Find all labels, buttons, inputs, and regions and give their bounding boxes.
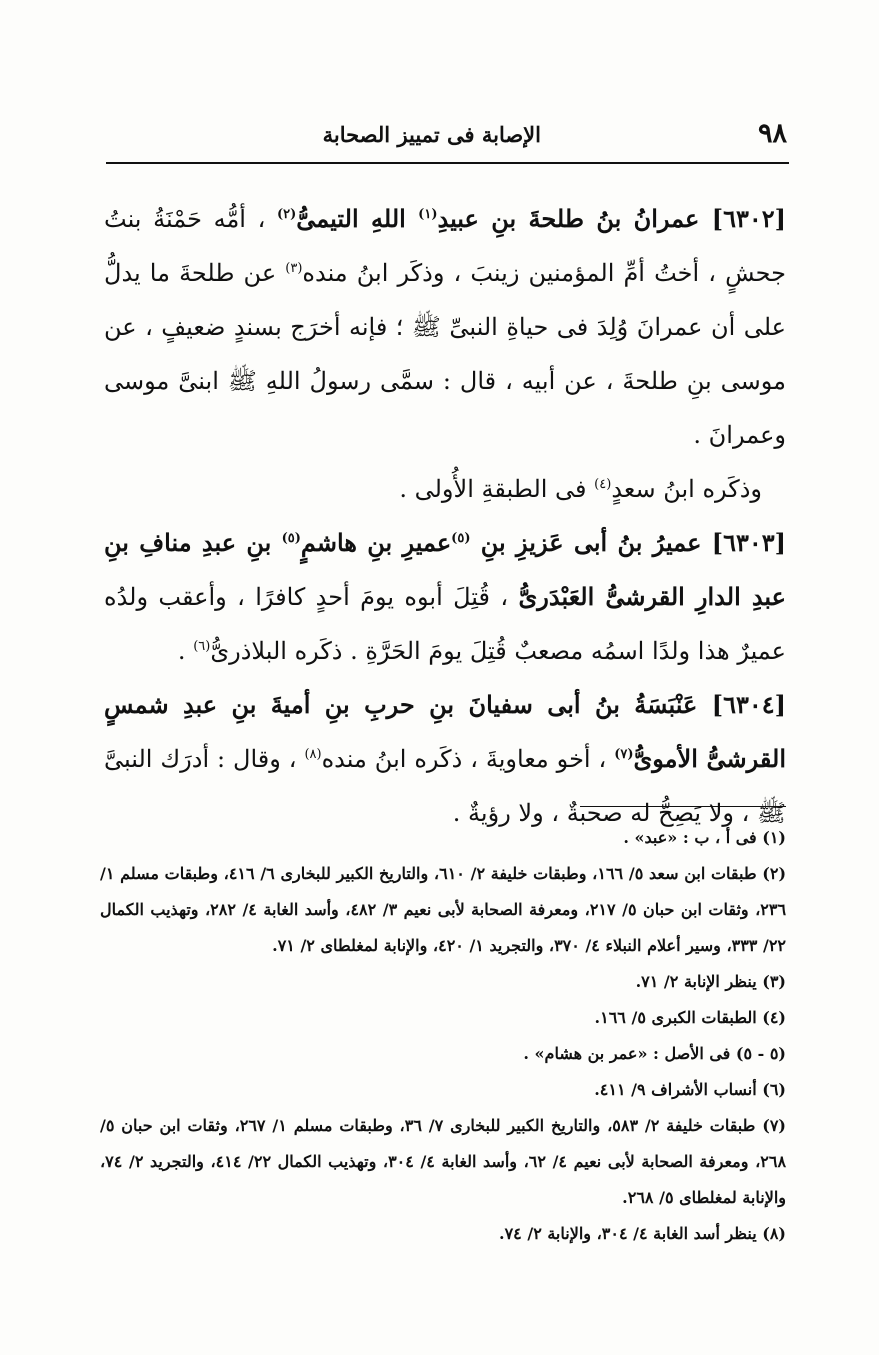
entry-heading: [٦٣٠٣] عميرُ بنُ أبى عَزيزِ بنِ $^{(٥)}$عميرِ بنِ هاشمٍ$^{(٥)}$ بنِ عبدِ منافِ بنِ عبدِ الدارِ القرشىُّ العَبْدَرىُّ bbox=[104, 528, 786, 611]
running-title: الإصابة فى تمييز الصحابة bbox=[322, 122, 541, 147]
footnote-2: (٢) طبقات ابن سعد ٥/ ١٦٦، وطبقات خليفة ٢/ ٦١٠، والتاريخ الكبير للبخارى ٦/ ٤١٦، وطبقات مسلم ١/ ٢٣٦، وثقات ابن حبان ٥/ ٢١٧، ومعرفة الصحابة لأبى نعيم ٣/ ٤٨٢، وأسد الغابة ٤/ ٢٨٢، وتهذيب الكمال ٢٢/ ٣٣٣، وسير أعلام النبلاء ٤/ ٣٧٠، والتجريد ١/ ٤٢٠، والإنابة لمغلطاى ٢/ ٧١. bbox=[100, 864, 787, 955]
entry-6302-paragraph-2: وذكَره ابنُ سعدٍ$^{(٤)}$ فى الطبقةِ الأُولى . bbox=[399, 475, 762, 503]
entry-6302 bbox=[104, 192, 786, 462]
footnote-ref: (٥) bbox=[281, 531, 301, 546]
footnote-5: (٥ - ٥) فى الأصل : «عمر بن هشام» . bbox=[523, 1044, 786, 1063]
entry-6304 bbox=[104, 678, 786, 840]
entry-text: عن طلحةَ ما يدلُّ على أن عمرانَ وُلِدَ فى حياةِ النبىِّ ﷺ ؛ فإنه أخرَج بسندٍ ضعيفٍ ، عن موسى بنِ طلحةَ ، عن أبيه ، قال : سمَّى رسولُ اللهِ ﷺ ابنىَّ موسى وعمرانَ . bbox=[104, 259, 786, 449]
page-header bbox=[106, 118, 789, 156]
footnote-ref: (٧) bbox=[614, 747, 634, 762]
page-number: ٩٨ bbox=[757, 118, 787, 149]
footnote-3: (٣) ينظر الإنابة ٢/ ٧١. bbox=[635, 972, 786, 991]
footnote-ref: (٣) bbox=[285, 261, 303, 276]
footnote-1: (١) فى أ ، ب : «عبد» . bbox=[623, 828, 786, 847]
footnotes bbox=[100, 820, 786, 1252]
footnote-7: (٧) طبقات خليفة ٢/ ٥٨٣، والتاريخ الكبير للبخارى ٧/ ٣٦، وطبقات مسلم ١/ ٢٦٧، وثقات ابن حبان ٥/ ٢٦٨، ومعرفة الصحابة لأبى نعيم ٤/ ٦٢، وأسد الغابة ٤/ ٣٠٤، وتهذيب الكمال ٢٢/ ٤١٤، والتجريد ٢/ ٧٤، والإنابة لمغلطاى ٥/ ٢٦٨. bbox=[100, 1116, 787, 1207]
footnote-6: (٦) أنساب الأشراف ٩/ ٤١١. bbox=[594, 1080, 786, 1099]
footnote-ref: (٤) bbox=[594, 477, 612, 492]
footnote-ref: (٥) bbox=[451, 531, 471, 546]
entry-text: . bbox=[177, 637, 194, 665]
entry-6303 bbox=[104, 516, 786, 678]
footnote-ref: (١) bbox=[418, 207, 438, 222]
entry-text: ، قُتِلَ أبوه يومَ أحدٍ كافرًا ، وأعقب ولدُه عميرٌ هذا ولدًا اسمُه مصعبٌ قُتِلَ يومَ الحَرَّةِ . ذكَره البلاذرىُّ bbox=[104, 583, 786, 665]
footnote-4: (٤) الطبقات الكبرى ٥/ ١٦٦. bbox=[594, 1008, 786, 1027]
entry-heading: [٦٣٠٢] عمرانُ بنُ طلحةَ بنِ عبيدِ$^{(١)}$ اللهِ التيمىُّ$^{(٢)}$ bbox=[277, 204, 786, 233]
entry-text: ، أمُّه حَمْنَةُ بنتُ جحشٍ ، أختُ أمِّ المؤمنين زينبَ ، وذكَر ابنُ منده bbox=[104, 205, 786, 287]
footnote-ref: (٦) bbox=[193, 639, 211, 654]
main-text bbox=[104, 192, 786, 840]
footnotes-rule bbox=[580, 806, 786, 807]
footnote-8: (٨) ينظر أسد الغابة ٤/ ٣٠٤، والإنابة ٢/ ٧٤. bbox=[499, 1224, 786, 1243]
entry-heading: [٦٣٠٤] عَنْبَسَةُ بنُ أبى سفيانَ بنِ حربِ بنِ أميةَ بنِ عبدِ شمسٍ القرشىُّ الأموىُّ$^{(٧)}$ bbox=[104, 690, 787, 773]
footnote-ref: (٢) bbox=[277, 207, 297, 222]
entry-text: ، أخو معاويةَ ، ذكَره ابنُ منده bbox=[321, 745, 615, 773]
header-rule bbox=[106, 162, 789, 164]
footnote-ref: (٨) bbox=[304, 747, 322, 762]
entry-text: ، وقال : أدرَك النبىَّ ﷺ ، ولا يَصِحُّ له صحبةٌ ، ولا رؤيةٌ . bbox=[104, 745, 786, 827]
